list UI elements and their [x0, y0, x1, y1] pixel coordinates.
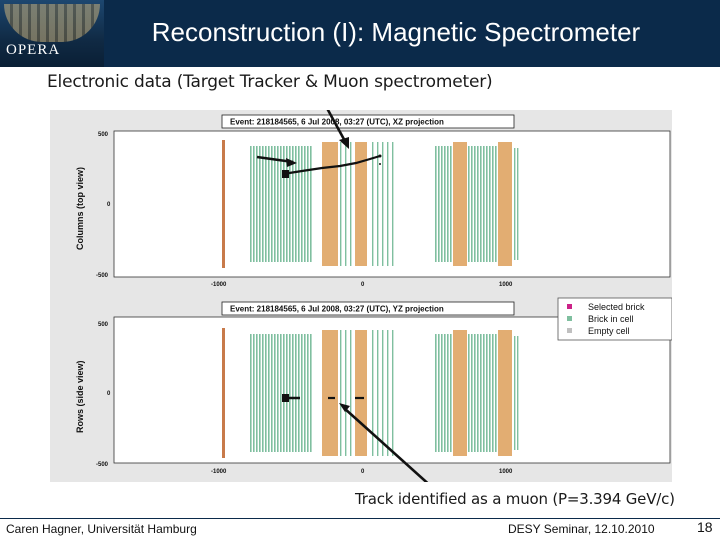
top-title-bar	[222, 115, 514, 128]
tracker-plane	[441, 146, 443, 262]
brick-wall	[355, 330, 367, 456]
tracker-plane	[444, 334, 446, 452]
tracker-plane	[262, 146, 264, 262]
tracker-plane	[480, 146, 482, 262]
tracker-plane	[280, 334, 282, 452]
footer-divider	[0, 518, 720, 519]
tracker-plane	[435, 146, 437, 262]
rpc-plane	[340, 330, 341, 456]
brick-wall	[453, 330, 467, 456]
footer-event: DESY Seminar, 12.10.2010	[508, 522, 655, 536]
tracker-plane	[265, 146, 267, 262]
legend-swatch-selected	[567, 304, 572, 309]
tracker-plane	[483, 146, 485, 262]
rpc-plane	[350, 330, 351, 456]
tracker-plane	[489, 146, 491, 262]
tracker-plane	[447, 146, 449, 262]
tracker-plane	[492, 334, 494, 452]
bottom-ytick-0: 0	[107, 391, 111, 397]
brick-wall	[322, 330, 338, 456]
bottom-xtick-0: 0	[361, 469, 365, 475]
tracker-plane	[486, 334, 488, 452]
tracker-plane	[277, 146, 279, 262]
bottom-ylabel: Rows (side view)	[75, 360, 85, 433]
tracker-plane	[474, 334, 476, 452]
bottom-track-hit	[282, 394, 289, 402]
tracker-plane	[283, 146, 285, 262]
bottom-ytick-500: 500	[98, 322, 109, 328]
tracker-plane	[262, 334, 264, 452]
tracker-plane	[468, 146, 470, 262]
tracker-plane	[450, 334, 452, 452]
top-xtick-minus1000: -1000	[211, 282, 227, 288]
tracker-plane	[480, 334, 482, 452]
tracker-plane	[277, 334, 279, 452]
tracker-plane	[517, 148, 518, 260]
tracker-plane	[271, 146, 273, 262]
tracker-plane	[438, 334, 440, 452]
tracker-plane	[289, 334, 291, 452]
tracker-plane	[256, 334, 258, 452]
legend-label-selected: Selected brick	[588, 302, 645, 312]
tracker-plane	[450, 146, 452, 262]
tracker-plane	[447, 334, 449, 452]
top-ylabel: Columns (top view)	[75, 167, 85, 250]
tracker-plane	[441, 334, 443, 452]
legend-label-brick: Brick in cell	[588, 314, 634, 324]
rpc-plane	[387, 142, 388, 266]
electronic-data-label: Electronic data (Target Tracker & Muon spectrometer)	[47, 72, 493, 92]
top-ytick-minus500: -500	[96, 273, 109, 279]
top-track-hit	[282, 170, 289, 178]
footer-author: Caren Hagner, Universität Hamburg	[6, 522, 197, 536]
tracker-plane	[301, 334, 303, 452]
tracker-plane	[295, 334, 297, 452]
rpc-plane	[345, 330, 346, 456]
tracker-plane	[250, 146, 252, 262]
logo-text: OPERA	[6, 42, 61, 58]
top-xtick-1000: 1000	[499, 282, 513, 288]
tracker-plane	[477, 334, 479, 452]
tracker-plane	[474, 146, 476, 262]
spectrometer-wall	[222, 328, 225, 458]
bottom-ytick-minus500: -500	[96, 462, 109, 468]
tracker-plane	[307, 146, 309, 262]
tracker-plane	[304, 334, 306, 452]
tracker-plane	[514, 336, 515, 450]
tracker-plane	[268, 334, 270, 452]
bottom-xtick-1000: 1000	[499, 469, 513, 475]
tracker-plane	[271, 334, 273, 452]
tracker-plane	[253, 334, 255, 452]
bottom-title-text: Event: 218184565, 6 Jul 2008, 03:27 (UTC), YZ projection	[230, 304, 444, 314]
tracker-plane	[259, 334, 261, 452]
top-title-text: Event: 218184565, 6 Jul 2008, 03:27 (UTC), XZ projection	[230, 117, 444, 127]
rpc-plane	[382, 330, 383, 456]
tracker-plane	[310, 334, 312, 452]
rpc-plane	[387, 330, 388, 456]
top-ytick-0: 0	[107, 202, 111, 208]
spectrometer-wall	[222, 140, 225, 268]
tracker-plane	[471, 146, 473, 262]
tracker-plane	[486, 146, 488, 262]
tracker-plane	[471, 334, 473, 452]
rpc-plane	[372, 330, 373, 456]
brick-wall	[453, 142, 467, 266]
rpc-plane	[377, 142, 378, 266]
tracker-plane	[259, 146, 261, 262]
slide-title: Reconstruction (I): Magnetic Spectrometer	[151, 17, 641, 47]
brick-wall	[322, 142, 338, 266]
tracker-plane	[489, 334, 491, 452]
tracker-plane	[517, 336, 518, 450]
tracker-plane	[298, 146, 300, 262]
tracker-plane	[268, 146, 270, 262]
rpc-plane	[382, 142, 383, 266]
tracker-plane	[495, 334, 497, 452]
tracker-plane	[477, 146, 479, 262]
tracker-plane	[310, 146, 312, 262]
tracker-plane	[292, 334, 294, 452]
opera-logo	[0, 0, 104, 67]
track-caption: Track identified as a muon (P=3.394 GeV/c)	[355, 490, 675, 508]
rpc-plane	[392, 142, 393, 266]
tracker-plane	[256, 146, 258, 262]
top-ytick-500: 500	[98, 132, 109, 138]
legend-swatch-brick	[567, 316, 572, 321]
tracker-plane	[483, 334, 485, 452]
rpc-plane	[345, 142, 346, 266]
tracker-plane	[253, 146, 255, 262]
legend-label-empty: Empty cell	[588, 326, 630, 336]
legend-swatch-empty	[567, 328, 572, 333]
tracker-plane	[283, 334, 285, 452]
tracker-plane	[514, 148, 515, 260]
tracker-plane	[298, 334, 300, 452]
top-track-hit	[379, 163, 381, 165]
top-xtick-0: 0	[361, 282, 365, 288]
page-number: 18	[697, 519, 713, 535]
tracker-plane	[250, 334, 252, 452]
tracker-plane	[304, 146, 306, 262]
rpc-plane	[350, 142, 351, 266]
tracker-plane	[492, 146, 494, 262]
tracker-plane	[435, 334, 437, 452]
top-track-hit	[379, 155, 382, 158]
event-display-svg	[50, 110, 672, 482]
logo-building-graphic	[4, 4, 100, 42]
tracker-plane	[468, 334, 470, 452]
tracker-plane	[444, 146, 446, 262]
tracker-plane	[265, 334, 267, 452]
slide-header	[0, 0, 720, 67]
brick-wall	[498, 330, 512, 456]
tracker-plane	[438, 146, 440, 262]
tracker-plane	[286, 334, 288, 452]
legend	[558, 298, 672, 340]
tracker-plane	[495, 146, 497, 262]
event-display-figure	[50, 110, 672, 482]
rpc-plane	[340, 142, 341, 266]
tracker-plane	[301, 146, 303, 262]
rpc-plane	[372, 142, 373, 266]
rpc-plane	[392, 330, 393, 456]
tracker-plane	[307, 334, 309, 452]
tracker-plane	[280, 146, 282, 262]
bottom-xtick-minus1000: -1000	[211, 469, 227, 475]
tracker-plane	[274, 334, 276, 452]
tracker-plane	[274, 146, 276, 262]
bottom-title-bar	[222, 302, 514, 315]
brick-wall	[498, 142, 512, 266]
